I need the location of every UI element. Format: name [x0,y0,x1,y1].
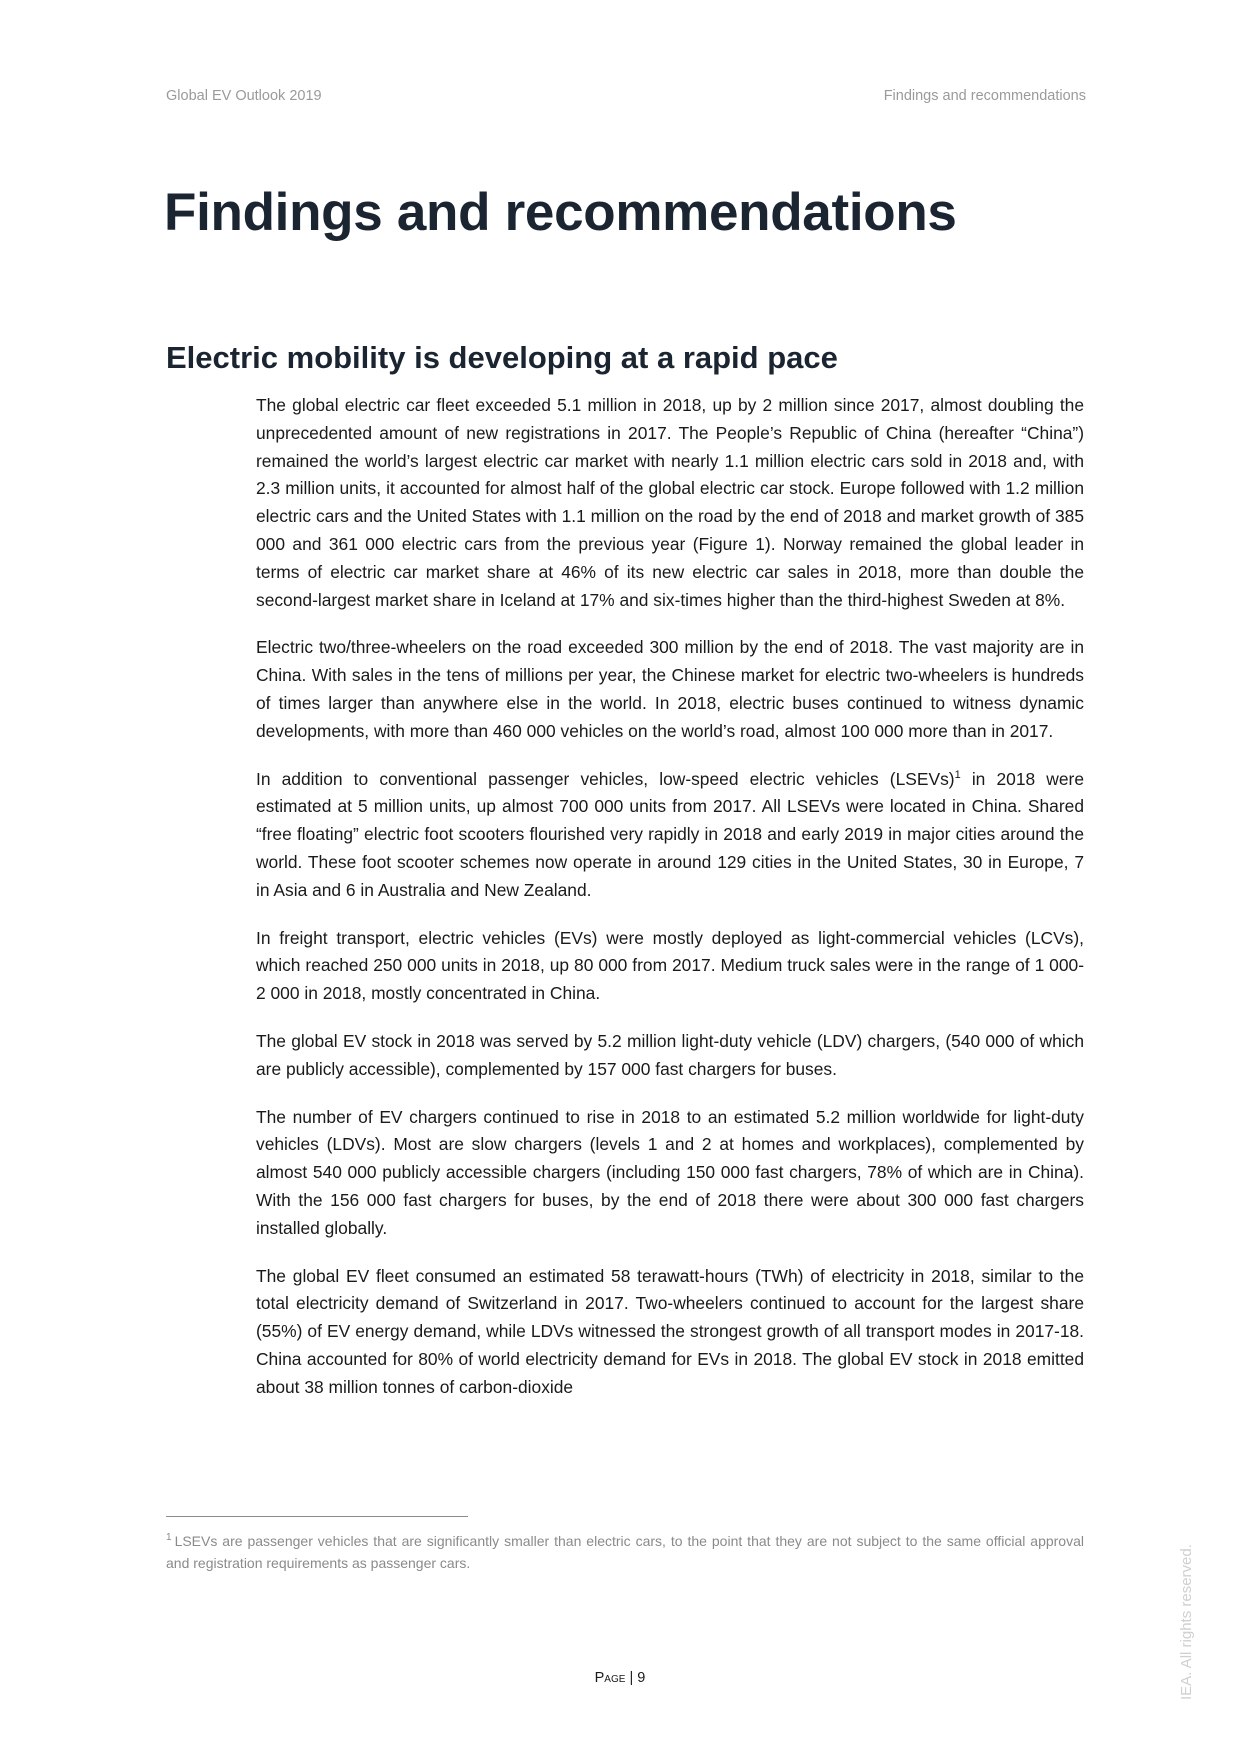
paragraph-text: In addition to conventional passenger vehicles, low-speed electric vehicles (LSEVs) [256,768,955,789]
paragraph: Electric two/three-wheelers on the road exceeded 300 million by the end of 2018. The vast majority are in China. With sales in the tens of millions per year, the Chinese market for electric two-wheelers is hundreds of times larger than anywhere else in the world. In 2018, electric buses continued to witness dynamic developments, with more than 460 000 vehicles on the world’s road, almost 100 000 more than in 2017. [256,637,1084,741]
paragraph: The global electric car fleet exceeded 5.1 million in 2018, up by 2 million since 2017, almost doubling the unprecedented amount of new registrations in 2017. The People’s Republic of China (hereafter “China”) remained the world’s largest electric car market with nearly 1.1 million electric cars sold in 2018 and, with 2.3 million units, it accounted for almost half of the global electric car stock. Europe followed with 1.2 million electric cars and the United States with 1.1 million on the road by the end of 2018 and market growth of 385 000 and 361 000 electric cars from the previous year (Figure 1). Norway remained the global leader in terms of electric car market share at 46% of its new electric car sales in 2018, more than double the second-largest market share in Iceland at 17% and six-times higher than the third-highest Sweden at 8%. [256,395,1084,610]
footnote-text: LSEVs are passenger vehicles that are significantly smaller than electric cars, to the point that they are not subject to the same official approval and registration requirements as passenger cars. [166,1533,1084,1571]
running-header [166,88,1086,104]
page-title: Findings and recommendations [164,183,957,242]
paragraph: The global EV stock in 2018 was served by 5.2 million light-duty vehicle (LDV) chargers, (540 000 of which are publicly accessible), complemented by 157 000 fast chargers for buses. [256,1030,1084,1079]
paragraph [256,766,1084,905]
paragraph: In freight transport, electric vehicles (EVs) were mostly deployed as light-commercial vehicles (LCVs), which reached 250 000 units in 2018, up 80 000 from 2017. Medium truck sales were in the range of 1 000-2 000 in 2018, mostly concentrated in China. [256,927,1084,1004]
footnote-reference[interactable]: 1 [954,768,961,781]
page-number-value: 9 [637,1670,646,1686]
page-separator: | [625,1670,638,1686]
page-label: Page [594,1670,626,1686]
footnote [166,1530,1084,1574]
section-heading: Electric mobility is developing at a rapid pace [166,340,838,375]
page-number [520,1670,720,1686]
copyright-watermark: IEA. All rights reserved. [1178,1544,1195,1700]
body-text [256,392,1084,1422]
paragraph: The global EV fleet consumed an estimated 58 terawatt-hours (TWh) of electricity in 2018, similar to the total electricity demand of Switzerland in 2017. Two-wheelers continued to account for the largest share (55%) of EV energy demand, while LDVs witnessed the strongest growth of all transport modes in 2017-18. China accounted for 80% of world electricity demand for EVs in 2018. The global EV stock in 2018 emitted about 38 million tonnes of carbon-dioxide [256,1265,1084,1397]
header-document-title: Global EV Outlook 2019 [166,88,322,104]
paragraph-text: in 2018 were estimated at 5 million units, up almost 700 000 units from 2017. All LSEVs were located in China. Shared “free floating” electric foot scooters flourished very rapidly in 2018 and early 2019 in major cities around the world. These foot scooter schemes now operate in around 129 cities in the United States, 30 in Europe, 7 in Asia and 6 in Australia and New Zealand. [256,768,1084,900]
footnote-mark: 1 [166,1532,172,1544]
paragraph: The number of EV chargers continued to rise in 2018 to an estimated 5.2 million worldwide for light-duty vehicles (LDVs). Most are slow chargers (levels 1 and 2 at homes and workplaces), complemented by almost 540 000 publicly accessible chargers (including 150 000 fast chargers, 78% of which are in China). With the 156 000 fast chargers for buses, by the end of 2018 there were about 300 000 fast chargers installed globally. [256,1106,1084,1238]
footnote-divider [166,1516,468,1517]
header-section-title: Findings and recommendations [883,88,1086,104]
